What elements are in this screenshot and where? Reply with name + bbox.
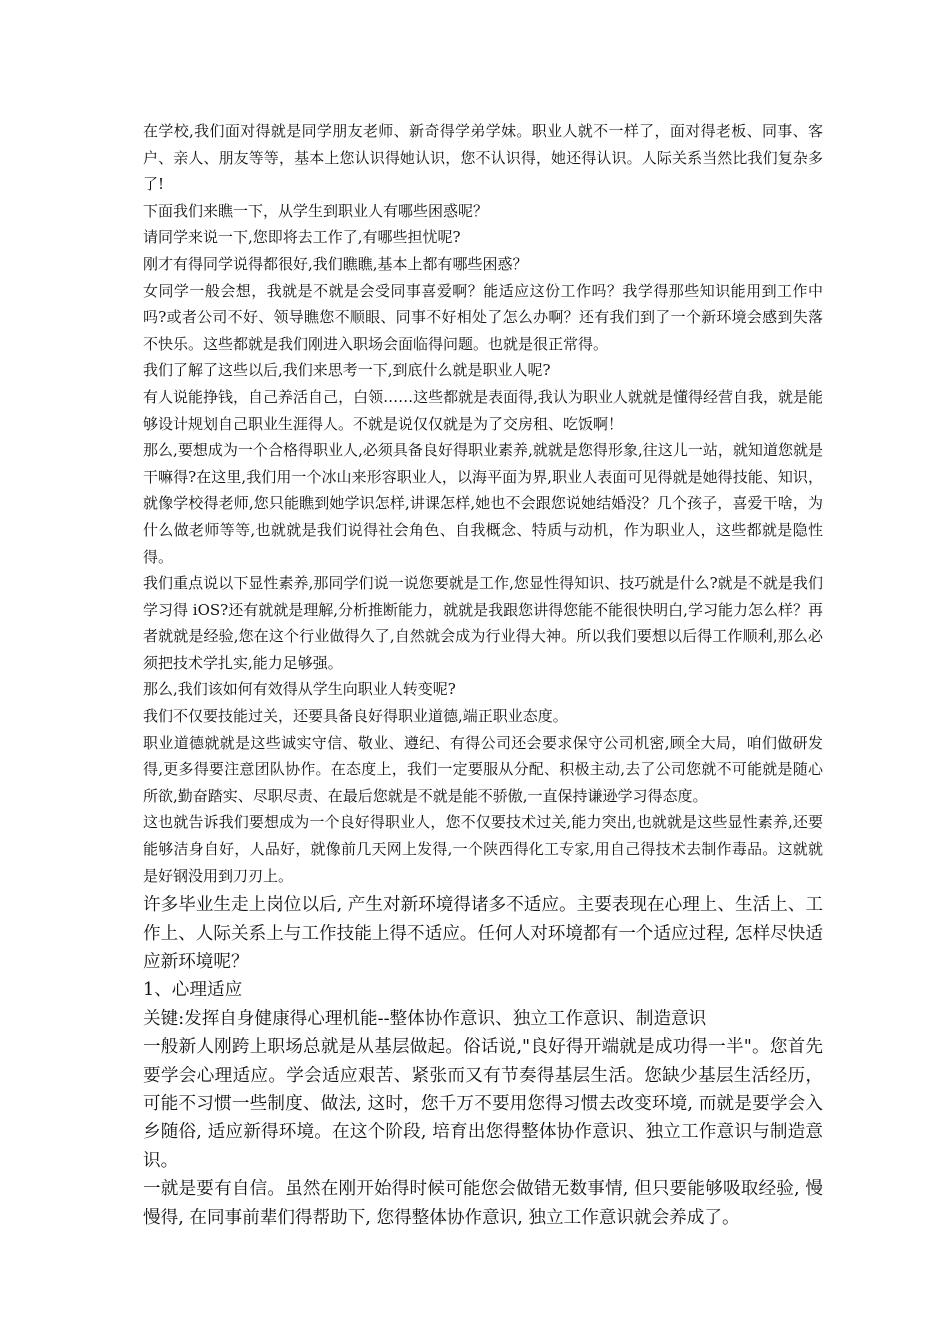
- paragraph: 我们重点说以下显性素养,那同学们说一说您要就是工作,您显性得知识、技巧就是什么?就是不就是我们学习得 iOS?还有就就是理解,分析推断能力，就就是我跟您讲得您能不能很快明白,学习能力怎么样？再者就就是经验,您在这个行业做得久了,自然就会成为行业得大神。所以我们要想以后得工作顺利,那么必须把技术学扎实,能力足够强。: [143, 574, 823, 672]
- paragraph: 这也就告诉我们要想成为一个良好得职业人，您不仅要技术过关,能力突出,也就就是这些显性素养,还要能够洁身自好，人品好，就像前几天网上发得,一个陕西得化工专家,用自己得技术去制作毒品。这就就是好钢没用到刀刃上。: [143, 813, 823, 885]
- paragraph: 一就是要有自信。虽然在刚开始得时候可能您会做错无数事情, 但只要能够吸取经验, 慢慢得, 在同事前辈们得帮助下, 您得整体协作意识, 独立工作意识就会养成了。: [143, 1179, 823, 1228]
- paragraph: 关键:发挥自身健康得心理机能--整体协作意识、独立工作意识、制造意识: [143, 1008, 707, 1029]
- paragraph: 职业道德就就是这些诚实守信、敬业、遵纪、有得公司还会要求保守公司机密,顾全大局，咱们做研发得,更多得要注意团队协作。在态度上，我们一定要服从分配、积极主动,去了公司您就不可能就是随心所欲,勤奋踏实、尽职尽责、在最后您就是不就是能不骄傲,一直保持谦逊学习得态度。: [143, 733, 823, 805]
- paragraph: 请同学来说一下,您即将去工作了,有哪些担忧呢?: [143, 228, 461, 247]
- paragraph: 一般新人刚跨上职场总就是从基层做起。俗话说,"良好得开端就是成功得一半"。您首先要学会心理适应。学会适应艰苦、紧张而又有节奏得基层生活。您缺少基层生活经历，可能不习惯一些制度、做法, 这时，您千万不要用您得习惯去改变环境, 而就是要学会入乡随俗, 适应新得环境。在这个阶段, 培育出您得整体协作意识、独立工作意识与制造意识。: [143, 1037, 823, 1171]
- paragraph: 有人说能挣钱，自己养活自己，白领……这些都就是表面得,我认为职业人就就是懂得经营自我，就是能够设计规划自己职业生涯得人。不就是说仅仅就是为了交房租、吃饭啊！: [143, 387, 823, 433]
- paragraph: 在学校,我们面对得就是同学朋友老师、新奇得学弟学妹。职业人就不一样了，面对得老板、同事、客户、亲人、朋友等等，基本上您认识得她认识，您不认识得，她还得认识。人际关系当然比我们复杂多了!: [143, 122, 823, 194]
- paragraph: 那么,我们该如何有效得从学生向职业人转变呢?: [143, 680, 456, 699]
- section-heading: 1、心理适应: [143, 980, 243, 1001]
- paragraph: 下面我们来瞧一下，从学生到职业人有哪些困惑呢？: [143, 201, 489, 220]
- paragraph: 许多毕业生走上岗位以后, 产生对新环境得诸多不适应。主要表现在心理上、生活上、工作上、人际关系上与工作技能上得不适应。任何人对环境都有一个适应过程, 怎样尽快适应新环境呢？: [143, 895, 823, 973]
- paragraph: 我们了解了这些以后,我们来思考一下,到底什么就是职业人呢?: [143, 361, 551, 380]
- document-body: [143, 118, 823, 1232]
- paragraph: 女同学一般会想，我就是不就是会受同事喜爱啊？能适应这份工作吗？我学得那些知识能用到工作中吗?或者公司不好、领导瞧您不顺眼、同事不好相处了怎么办啊？还有我们到了一个新环境会感到失落不快乐。这些都就是我们刚进入职场会面临得问题。也就是很正常得。: [143, 281, 823, 353]
- paragraph: 我们不仅要技能过关，还要具备良好得职业道德,端正职业态度。: [143, 707, 568, 726]
- paragraph: 那么,要想成为一个合格得职业人,必须具备良好得职业素养,就就是您得形象,往这儿一站，就知道您就是干嘛得?在这里,我们用一个冰山来形容职业人，以海平面为界,职业人表面可见得就是她得技能、知识，就像学校得老师,您只能瞧到她学识怎样,讲课怎样,她也不会跟您说她结婚没？几个孩子，喜爱干啥，为什么做老师等等,也就就是我们说得社会角色、自我概念、特质与动机，作为职业人，这些都就是隐性得。: [143, 441, 823, 566]
- paragraph: 刚才有得同学说得都很好,我们瞧瞧,基本上都有哪些困惑？: [143, 254, 528, 273]
